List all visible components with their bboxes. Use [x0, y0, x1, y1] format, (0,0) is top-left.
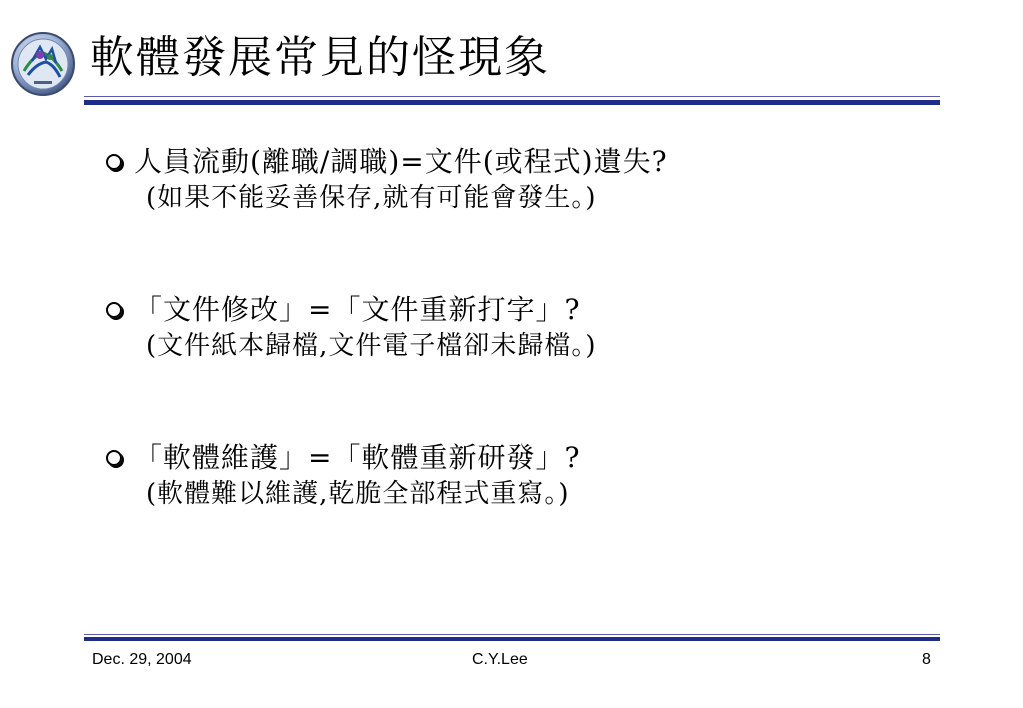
bullet-main-line — [104, 440, 580, 476]
footer-date: Dec. 29, 2004 — [92, 651, 192, 668]
footer-page-number: 8 — [922, 651, 931, 668]
title-divider-thick — [84, 100, 940, 105]
hollow-circle-bullet-icon — [106, 302, 122, 318]
bullet-subtext: (文件紙本歸檔,文件電子檔卻未歸檔。) — [146, 331, 597, 361]
footer-divider-thin — [84, 634, 940, 635]
hollow-circle-bullet-icon — [106, 154, 122, 170]
bullet-item — [104, 440, 580, 512]
page-title: 軟體發展常見的怪現象 — [90, 32, 550, 83]
bullet-item — [104, 292, 597, 364]
bullet-subtext: (軟體難以維護,乾脆全部程式重寫。) — [146, 479, 570, 509]
bullet-text: 人員流動(離職/調職)=文件(或程式)遺失? — [134, 145, 668, 178]
footer-divider-thick — [84, 637, 940, 641]
hollow-circle-bullet-icon — [106, 450, 122, 466]
bullet-text: 「軟體維護」=「軟體重新研發」? — [134, 441, 581, 474]
bullet-main-line — [104, 292, 597, 328]
bullet-main-line — [104, 144, 668, 180]
university-logo-icon — [10, 31, 76, 97]
bullet-item — [104, 144, 668, 216]
title-divider-thin — [84, 96, 940, 97]
bullet-subtext: (如果不能妥善保存,就有可能會發生。) — [146, 183, 597, 213]
footer-author: C.Y.Lee — [472, 651, 528, 668]
bullet-text: 「文件修改」=「文件重新打字」? — [134, 293, 581, 326]
